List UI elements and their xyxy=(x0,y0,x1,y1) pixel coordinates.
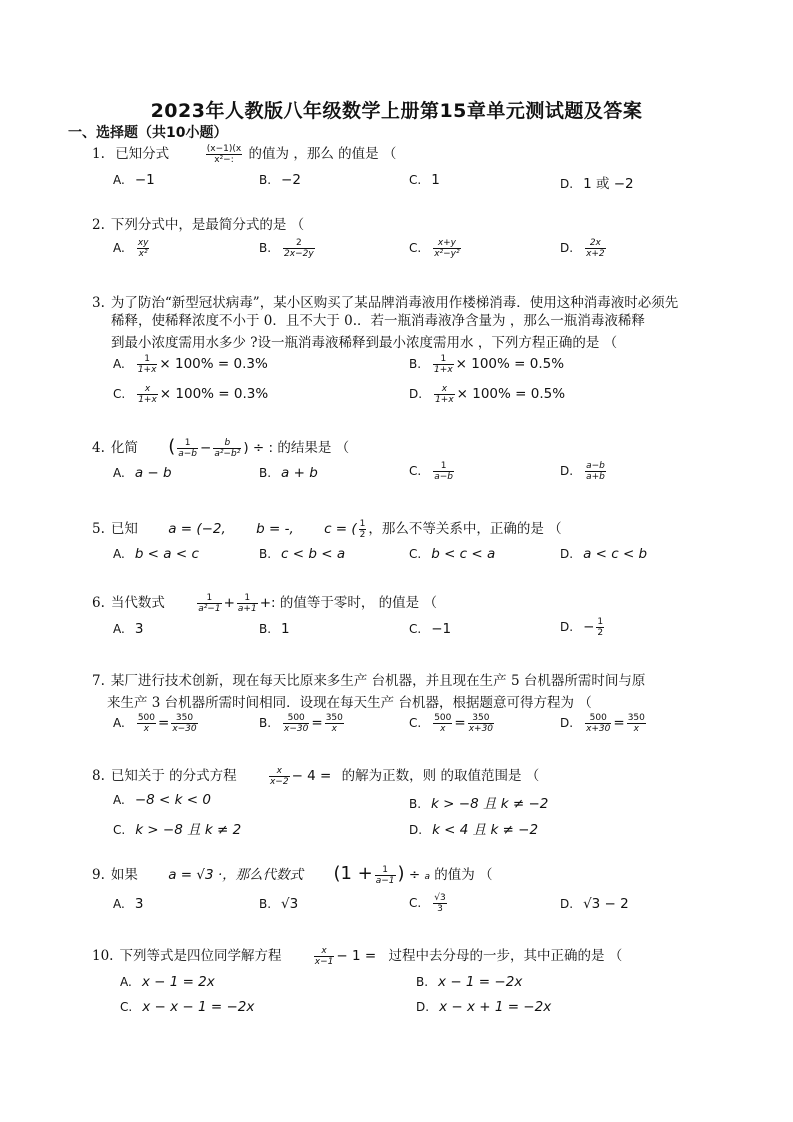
fraction: $\frac{(x-1)(x}{\text{x²−:}}$ xyxy=(206,144,242,165)
option-b[interactable]: B. k > −8 且 k ≠ −2 xyxy=(409,796,549,812)
question-7: 7. 某厂进行技术创新，现在每天比原来多生产 台机器，并且现在生产 5 台机器所需时间与原 xyxy=(92,673,646,689)
option-a[interactable]: A. $\frac{500}{x}$ = $\frac{350}{x-30}$ xyxy=(113,713,197,734)
option-d[interactable]: D. √3 − 2 xyxy=(560,896,629,912)
question-2: 2. 下列分式中，是最简分式的是 （ xyxy=(92,217,305,233)
option-d[interactable]: D. − $\frac{1}{2}$ xyxy=(560,617,604,638)
option-b[interactable]: B. −2 xyxy=(259,172,301,188)
option-a[interactable]: A. $\frac{xy}{\text{x²}}$ xyxy=(113,238,149,259)
option-a[interactable]: A. −8 < k < 0 xyxy=(113,792,211,808)
option-a[interactable]: A. $\frac{1}{1+x}$ × 100% = 0.3% xyxy=(113,354,268,375)
option-a[interactable]: A. x − 1 = 2x xyxy=(120,974,215,990)
option-c[interactable]: C. 1 xyxy=(409,172,440,188)
option-d[interactable]: D. $\frac{2x}{x+2}$ xyxy=(560,238,605,259)
option-a[interactable]: A. −1 xyxy=(113,172,155,188)
question-3-line-3: 到最小浓度需用水多少 ?设一瓶消毒液稀释到最小浓度需用水 ，下列方程正确的是 （ xyxy=(111,335,618,351)
option-c[interactable]: C. $\frac{x+y}{\text{x²−y²}}$ xyxy=(409,238,460,259)
option-b[interactable]: B. $\frac{500}{x-30}$ = $\frac{350}{x}$ xyxy=(259,713,343,734)
option-b[interactable]: B. c < b < a xyxy=(259,546,346,562)
option-d[interactable]: D. x − x + 1 = −2x xyxy=(416,999,552,1015)
option-d[interactable]: D. a < c < b xyxy=(560,546,648,562)
option-b[interactable]: B. 1 xyxy=(259,621,290,637)
option-c[interactable]: C. −1 xyxy=(409,621,452,637)
option-d[interactable]: D. k < 4 且 k ≠ −2 xyxy=(409,822,539,838)
question-3-line-2: 稀释，使稀释浓度不小于 0．且不大于 0.．若一瓶消毒液净含量为 ，那么一瓶消毒液稀释 xyxy=(111,313,645,329)
option-a[interactable]: A. a − b xyxy=(113,465,172,481)
option-c[interactable]: C. k > −8 且 k ≠ 2 xyxy=(113,822,242,838)
question-8: 8. 已知关于 的分式方程 $\frac{x}{x-2}$ − 4 = 的解为正数，则 的取值范围是 （ xyxy=(92,766,540,787)
question-9: 9. 如果 a = √3 ·，那么代数式 (1 + $\frac{1}{a-1}$ ) ÷ a 的值为 （ xyxy=(92,863,493,886)
option-c[interactable]: C. $\frac{500}{x}$ = $\frac{350}{x+30}$ xyxy=(409,713,494,734)
option-c[interactable]: C. x − x − 1 = −2x xyxy=(120,999,255,1015)
option-b[interactable]: B. a + b xyxy=(259,465,318,481)
option-b[interactable]: B. $\frac{2}{2x-2y}$ xyxy=(259,238,314,259)
question-3: 3. 为了防治“新型冠状病毒”，某小区购买了某品牌消毒液用作楼梯消毒．使用这种消毒液时必须先 xyxy=(92,295,679,311)
option-c[interactable]: C. $\frac{x}{1+x}$ × 100% = 0.3% xyxy=(113,384,269,405)
option-d[interactable]: D. $\frac{500}{x+30}$ = $\frac{350}{x}$ xyxy=(560,713,645,734)
option-b[interactable]: B. √3 xyxy=(259,896,299,912)
option-d[interactable]: D. 1 或 −2 xyxy=(560,176,634,192)
question-4: 4. 化简 ( $\frac{1}{a-b}$ − $\frac{b}{\text{a²−b²}}$ ) ÷ : 的结果是 （ xyxy=(92,436,350,459)
option-a[interactable]: A. b < a < c xyxy=(113,546,199,562)
question-10: 10. 下列等式是四位同学解方程 $\frac{x}{x-1}$ − 1 = 过程中去分母的一步，其中正确的是 （ xyxy=(92,946,623,967)
option-b[interactable]: B. x − 1 = −2x xyxy=(416,974,523,990)
option-d[interactable]: D. $\frac{a-b}{a+b}$ xyxy=(560,461,605,482)
question-1: 1. 已知分式 $\frac{(x-1)(x}{\text{x²−:}}$ 的值为 ，那么 的值是 （ xyxy=(92,144,397,165)
option-a[interactable]: A. 3 xyxy=(113,621,144,637)
page-title: 2023年人教版八年级数学上册第15章单元测试题及答案 xyxy=(150,100,643,122)
question-5: 5. 已知 a = (−2, b = -, c = ( $\frac{1}{2}$ ，那么不等关系中，正确的是 （ xyxy=(92,519,562,540)
option-c[interactable]: C. b < c < a xyxy=(409,546,496,562)
option-b[interactable]: B. $\frac{1}{1+x}$ × 100% = 0.5% xyxy=(409,354,565,375)
option-d[interactable]: D. $\frac{x}{1+x}$ × 100% = 0.5% xyxy=(409,384,566,405)
section-heading: 一、选择题（共10小题） xyxy=(68,125,228,141)
question-6: 6. 当代数式 $\frac{1}{\text{a²−1}}$ + $\frac{1}{a+1}$ +: 的值等于零时， 的值是 （ xyxy=(92,593,437,614)
question-7-line-2: 来生产 3 台机器所需时间相同．设现在每天生产 台机器，根据题意可得方程为 （ xyxy=(107,695,592,711)
option-a[interactable]: A. 3 xyxy=(113,896,144,912)
option-c[interactable]: C. $\frac{1}{a-b}$ xyxy=(409,461,453,482)
option-c[interactable]: C. $\frac{√3}{3}$ xyxy=(409,893,446,914)
